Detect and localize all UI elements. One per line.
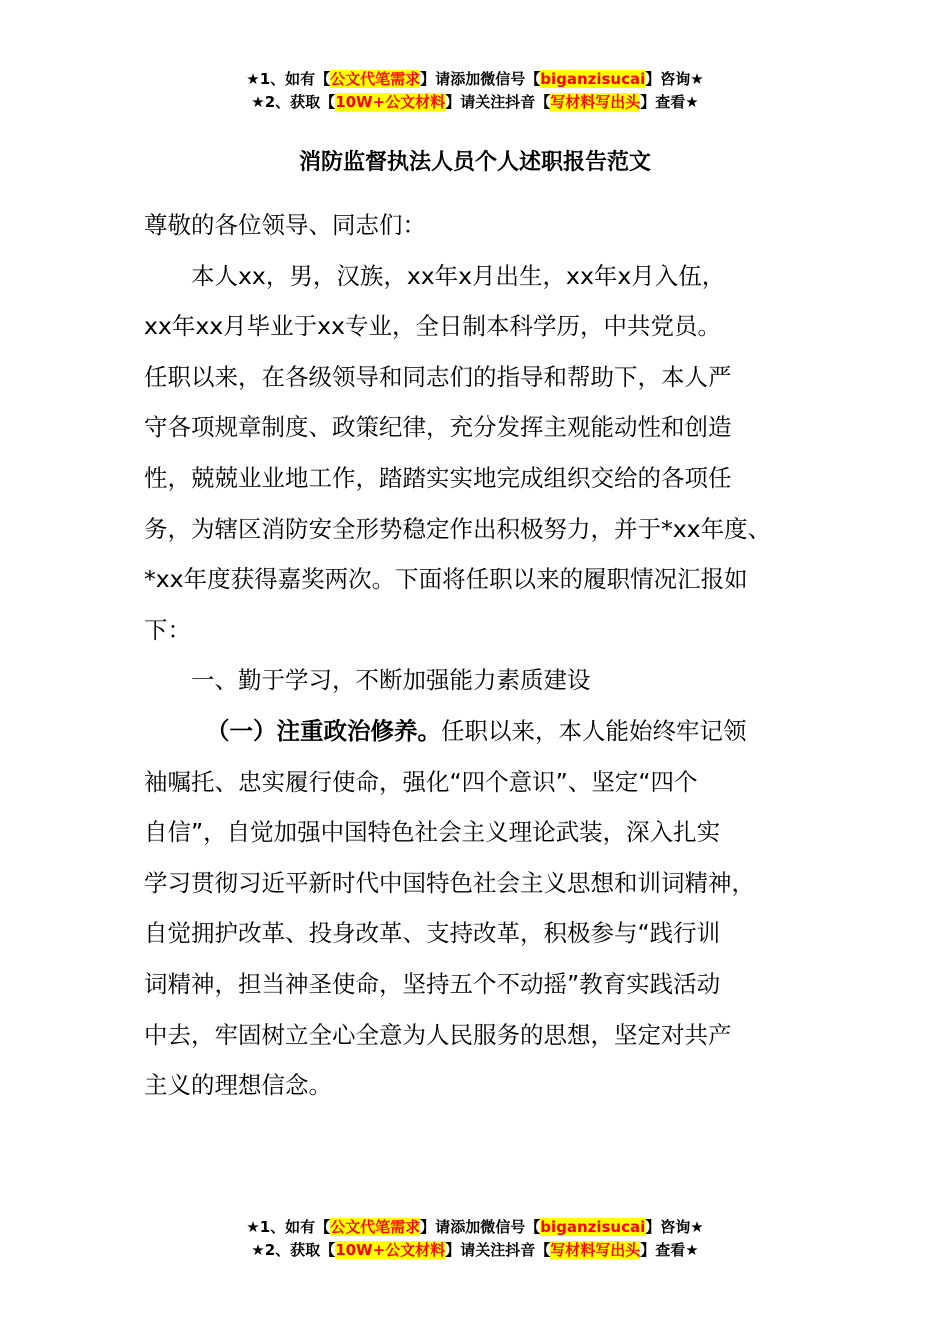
banner-text: 添加 [450,70,481,88]
footer-banner [0,1216,950,1262]
paragraph-line: *xx年度获得嘉奖两次。下面将任职以来的履职情况汇报如 [144,565,748,594]
paragraph-line: 自信”，自觉加强中国特色社会主义理论武装，深入扎实 [144,818,721,847]
paragraph-line: 词精神，担当神圣使命，坚持五个不动摇”教育实践活动 [144,969,721,998]
banner-highlight: biganzisucai [540,1218,646,1236]
paragraph-line: 任职以来，在各级领导和同志们的指导和帮助下，本人严 [144,362,732,391]
document-title: 消防监督执法人员个人述职报告范文 [298,150,651,175]
subsection-line [144,706,824,757]
banner-text: 】请 [420,1218,451,1236]
banner-text: 】请 [420,70,451,88]
paragraph-line: 务，为辖区消防安全形势稳定作出积极努力，并于*xx年度、 [144,514,772,543]
paragraph-line: 自觉拥护改革、投身改革、支持改革，积极参与“践行训 [144,919,721,948]
paragraph-line: 性，兢兢业业地工作，踏踏实实地完成组织交给的各项任 [144,463,732,492]
paragraph-line: 下： [144,615,191,644]
paragraph-line: 袖嘱托、忠实履行使命，强化“四个意识”、坚定“四个 [144,767,698,796]
banner-text: 】请 [445,1241,476,1259]
paragraph-line: 本人xx，男，汉族，xx年x月出生，xx年x月入伍， [191,261,726,290]
paragraph-line: 中去，牢固树立全心全意为人民服务的思想，坚定对共产 [144,1020,732,1049]
banner-highlight: biganzisucai [540,70,646,88]
banner-line-1 [0,1216,950,1239]
banner-highlight: 10W+公文材料 [335,1241,446,1259]
banner-text: 微信号【 [480,70,541,88]
salutation: 尊敬的各位领导、同志们： [144,211,426,239]
banner-highlight: 公文代笔需求 [330,1218,421,1236]
paragraph-line: 学习贯彻习近平新时代中国特色社会主义思想和训词精神， [144,868,755,897]
header-banner [0,68,950,114]
banner-text: 】请 [445,93,476,111]
banner-text: ★1、如有【 [246,70,331,88]
banner-text: 】咨询★ [645,70,704,88]
banner-text: ★2、获取【 [251,93,336,111]
subsection-heading: （一）注重政治修养。 [206,716,441,745]
banner-text: 添加 [450,1218,481,1236]
banner-line-1 [0,68,950,91]
banner-text: 微信号【 [480,1218,541,1236]
paragraph-line: 主义的理想信念。 [144,1071,332,1100]
banner-highlight: 写材料写出头 [550,93,641,111]
banner-text: 】查看★ [640,93,699,111]
banner-text: 抖音【 [505,93,551,111]
banner-text: 】查看★ [640,1241,699,1259]
banner-highlight: 公文代笔需求 [330,70,421,88]
section-heading: 一、勤于学习，不断加强能力素质建设 [191,666,591,695]
banner-text: 抖音【 [505,1241,551,1259]
banner-text: 关注 [475,93,506,111]
banner-text: 关注 [475,1241,506,1259]
banner-line-2 [0,91,950,114]
banner-text: ★2、获取【 [251,1241,336,1259]
banner-text: ★1、如有【 [246,1218,331,1236]
banner-highlight: 写材料写出头 [550,1241,641,1259]
paragraph-text: 任职以来，本人能始终牢记领 [441,716,747,745]
banner-text: 】咨询★ [645,1218,704,1236]
banner-line-2 [0,1239,950,1262]
document-body [144,200,824,1111]
paragraph-line: 守各项规章制度、政策纪律，充分发挥主观能动性和创造 [144,413,732,442]
banner-highlight: 10W+公文材料 [335,93,446,111]
paragraph-line: xx年xx月毕业于xx专业，全日制本科学历，中共党员。 [144,312,721,341]
